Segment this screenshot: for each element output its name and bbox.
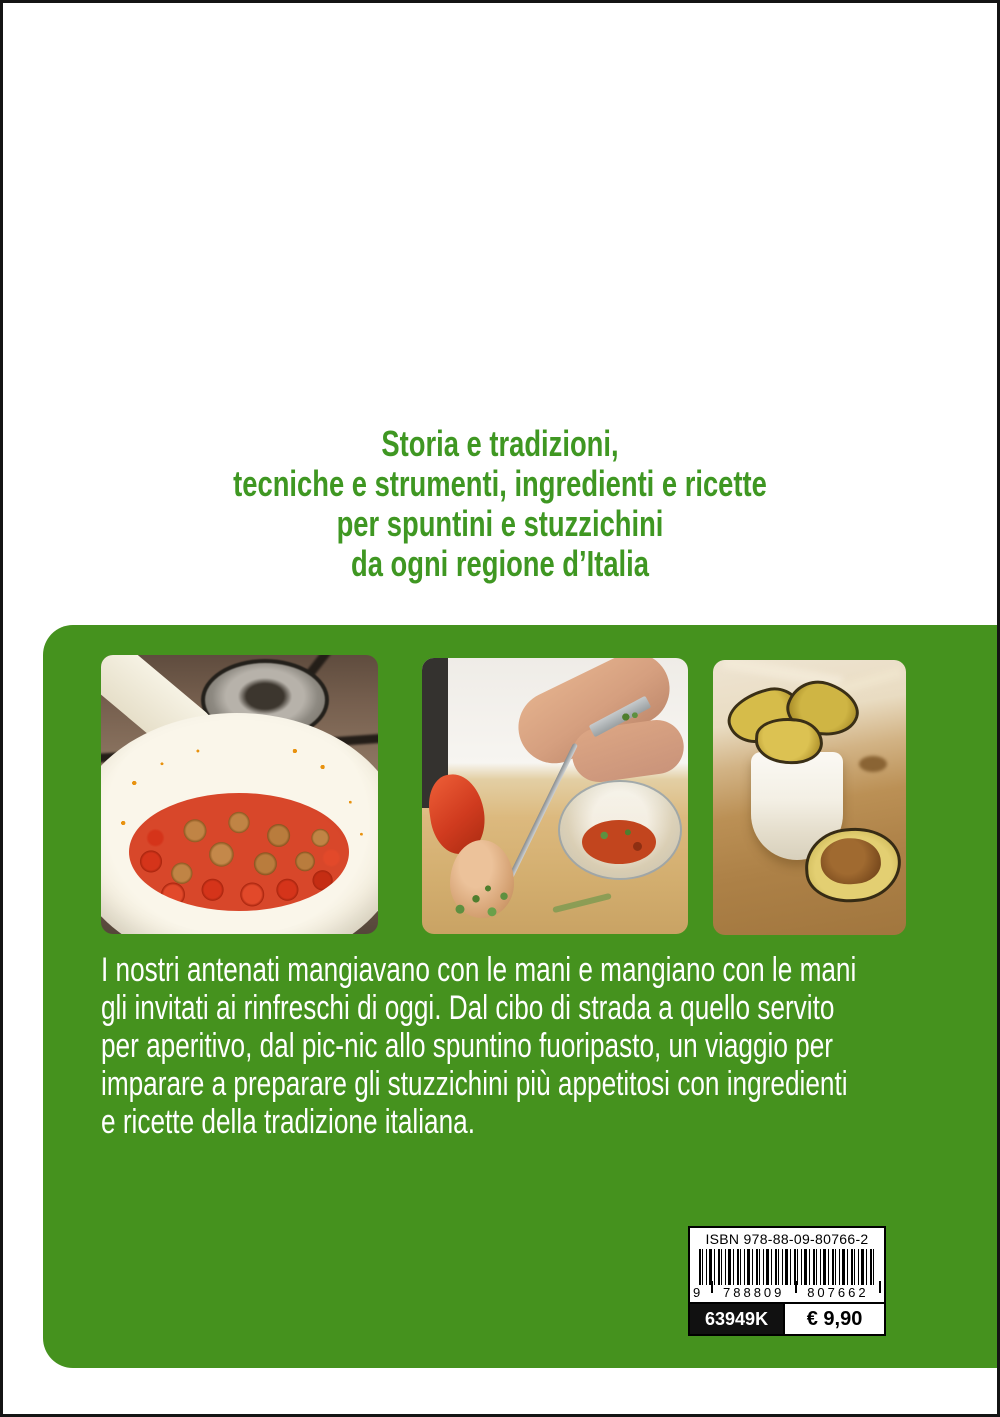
blurb-line: e ricette della tradizione italiana. <box>101 1103 476 1141</box>
price-tag: € 9,90 <box>783 1304 884 1334</box>
blurb-line: per aperitivo, dal pic-nic allo spuntino fuoripasto, un viaggio per <box>101 1027 834 1065</box>
green-panel <box>43 625 1000 1368</box>
barcode-label <box>688 1226 886 1336</box>
photo-hands-herbs-bowl <box>422 658 688 934</box>
blurb-line: imparare a preparare gli stuzzichini più appetitosi con ingredienti <box>101 1065 848 1103</box>
barcode-digit-lead: 9 <box>693 1285 701 1300</box>
barcode-guard-bar <box>795 1281 797 1293</box>
board-hole <box>859 756 887 772</box>
back-cover-blurb <box>101 951 1000 1141</box>
barcode-digit-group: 807662 <box>807 1285 869 1300</box>
herb-sprig <box>444 878 524 930</box>
tagline-line: tecniche e strumenti, ingredienti e ricette <box>233 463 767 504</box>
ean13-barcode <box>699 1249 875 1285</box>
barcode-guard-bar <box>711 1281 713 1293</box>
meatballs-and-tomatoes <box>129 793 349 911</box>
tagline-line: Storia e tradizioni, <box>381 423 619 464</box>
photo-meatballs-pan <box>101 655 378 934</box>
herb-sprig <box>552 893 612 913</box>
barcode-digit-group: 788809 <box>723 1285 785 1300</box>
barcode-digits <box>690 1285 884 1302</box>
blurb-line: I nostri antenati mangiavano con le mani e mangiano con le mani <box>101 951 857 989</box>
barcode-guard-bar <box>879 1281 881 1293</box>
meat-patty <box>819 836 882 886</box>
edition-code: 63949K <box>690 1304 783 1334</box>
herb-pinch <box>618 708 644 726</box>
tomato-salsa <box>582 820 656 864</box>
isbn-text: ISBN 978-88-09-80766-2 <box>705 1231 869 1247</box>
tagline-line: per spuntini e stuzzichini <box>336 503 664 544</box>
cover-tagline <box>3 424 997 584</box>
blurb-line: gli invitati ai rinfreschi di oggi. Dal cibo di strada a quello servito <box>101 989 835 1027</box>
tagline-line: da ogni regione d’Italia <box>351 543 649 584</box>
price-row <box>690 1302 884 1334</box>
photo-eggplant-chips <box>713 660 906 935</box>
